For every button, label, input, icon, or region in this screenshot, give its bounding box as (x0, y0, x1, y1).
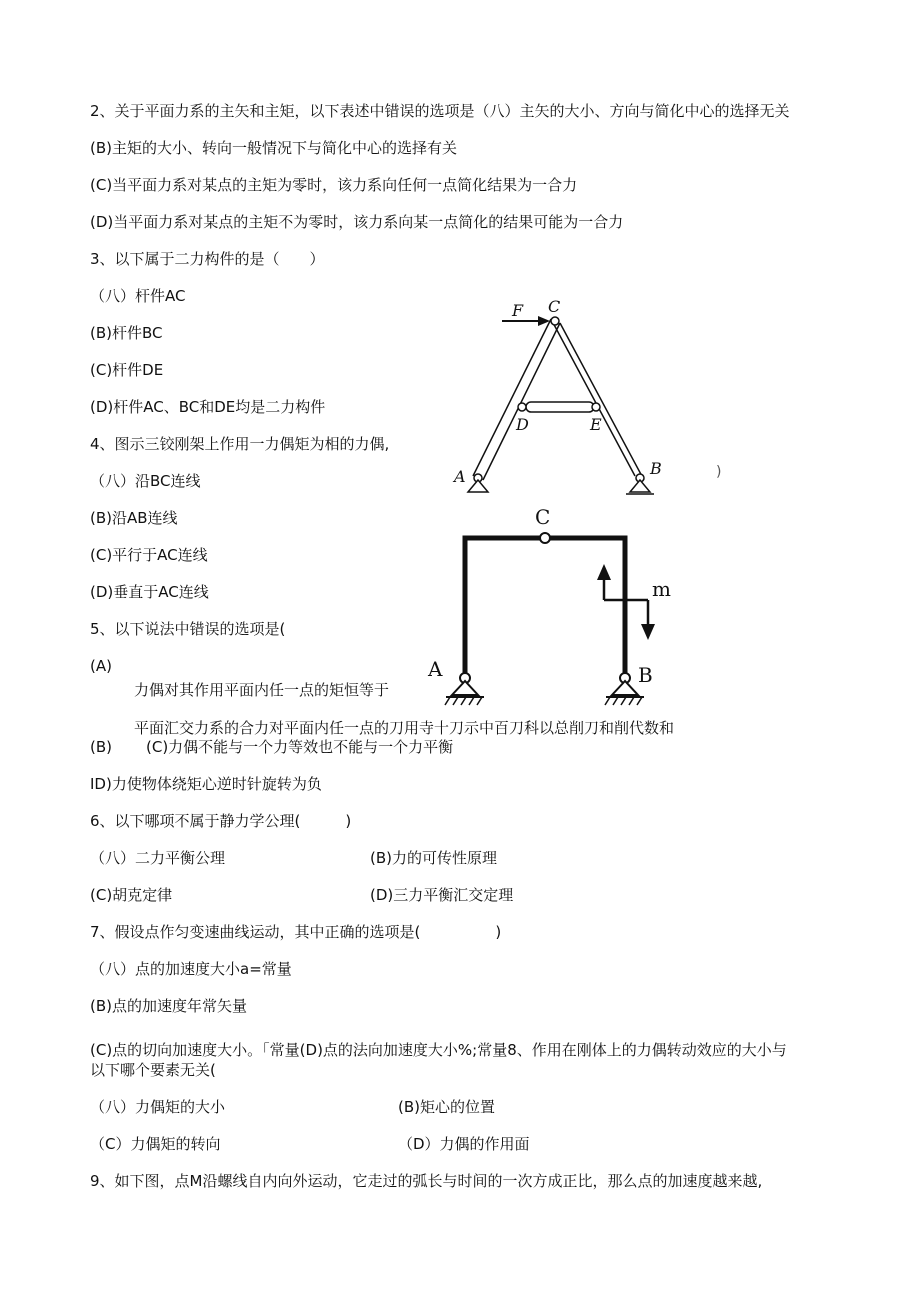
q6-option-b: (B)力的可传性原理 (370, 849, 497, 867)
q5-option-a-text1: 力偶对其作用平面内任一点的矩恒等于 (134, 681, 390, 699)
q5-option-a-text2: 平面汇交力系的合力对平面内任一点的刀用寺十刀示中百刀科以总削刀和削代数和 (134, 719, 675, 737)
q5-option-b-label: (B) (90, 738, 112, 756)
q4-option-c: (C)平行于AC连线 (90, 546, 208, 564)
q4-stem: 4、图示三铰刚架上作用一力偶矩为相的力偶, (90, 435, 390, 453)
stray-mark: ) (716, 464, 722, 480)
q7-stem: 7、假设点作匀变速曲线运动，其中正确的选项是( ) (90, 923, 502, 941)
q3-option-b: (B)杆件BC (90, 324, 163, 342)
q7-option-a: （八）点的加速度大小a=常量 (90, 960, 292, 978)
label-f: F (512, 301, 524, 320)
q8-option-d: （D）力偶的作用面 (398, 1135, 530, 1153)
q3-stem: 3、以下属于二力构件的是（ ） (90, 250, 325, 268)
q8-option-b: (B)矩心的位置 (398, 1098, 495, 1116)
q8-option-a: （八）力偶矩的大小 (90, 1098, 226, 1116)
q2-option-c: (C)当平面力系对某点的主矩为零时，该力系向任何一点简化结果为一合力 (90, 176, 578, 194)
q2-option-b: (B)主矩的大小、转向一般情况下与简化中心的选择有关 (90, 139, 457, 157)
q5-option-c: (C)力偶不能与一个力等效也不能与一个力平衡 (146, 738, 454, 756)
label-m: m (652, 577, 671, 601)
label-a: A (428, 657, 443, 681)
q2-option-d: (D)当平面力系对某点的主矩不为零时，该力系向某一点简化的结果可能为一合力 (90, 213, 624, 231)
q5-option-a-label: (A) (90, 657, 112, 675)
q6-option-c: (C)胡克定律 (90, 886, 173, 904)
q5-stem: 5、以下说法中错误的选项是( (90, 620, 286, 638)
q4-option-a: （八）沿BC连线 (90, 472, 201, 490)
label-e: E (590, 415, 602, 434)
figure-two-force-member (450, 290, 750, 505)
q8-stem-cont: 以下哪个要素无关( (90, 1061, 216, 1079)
label-b: B (650, 459, 662, 478)
q6-option-a: （八）二力平衡公理 (90, 849, 226, 867)
q6-option-d: (D)三力平衡汇交定理 (370, 886, 514, 904)
q8-option-c: （C）力偶矩的转向 (90, 1135, 221, 1153)
q9-stem: 9、如下图，点M沿螺线自内向外运动，它走过的弧长与时间的一次方成正比，那么点的加速度越来越, (90, 1172, 763, 1190)
q3-option-c: (C)杆件DE (90, 361, 164, 379)
q4-option-d: (D)垂直于AC连线 (90, 583, 209, 601)
q3-option-a: （八）杆件AC (90, 287, 186, 305)
label-d: D (516, 415, 529, 434)
q2-stem: 2、关于平面力系的主矢和主矩，以下表述中错误的选项是（八）主矢的大小、方向与简化中心的选择无关 (90, 102, 790, 120)
q6-stem: 6、以下哪项不属于静力学公理( ) (90, 812, 352, 830)
figure-three-hinged-frame (420, 500, 680, 710)
q7-option-cd-q8-stem: (C)点的切向加速度大小。「常量(D)点的法向加速度大小%;常量8、作用在刚体上的力偶转动效应的大小与 (90, 1041, 787, 1059)
q7-option-b: (B)点的加速度年常矢量 (90, 997, 247, 1015)
label-c: C (548, 297, 561, 316)
q4-option-b: (B)沿AB连线 (90, 509, 178, 527)
label-b: B (638, 663, 653, 687)
q3-option-d: (D)杆件AC、BC和DE均是二力构件 (90, 398, 326, 416)
label-c: C (535, 505, 551, 529)
label-a: A (454, 467, 466, 486)
q5-option-d: ID)力使物体绕矩心逆时针旋转为负 (90, 775, 322, 793)
